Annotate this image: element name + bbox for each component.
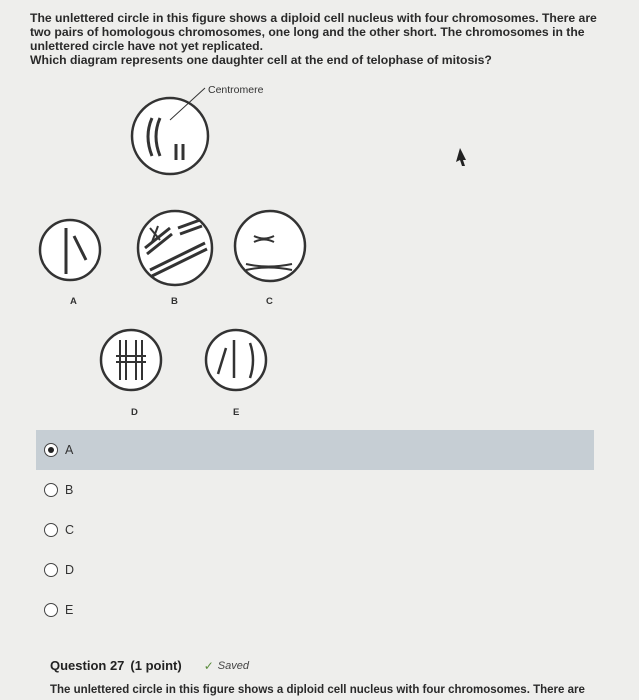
radio-c[interactable] bbox=[44, 523, 58, 537]
radio-a[interactable] bbox=[44, 443, 58, 457]
choice-c[interactable] bbox=[36, 510, 594, 550]
cell-b bbox=[138, 211, 212, 285]
next-question-points: (1 point) bbox=[130, 658, 182, 673]
label-c: C bbox=[266, 296, 273, 307]
choice-c-label: C bbox=[65, 523, 75, 537]
radio-b[interactable] bbox=[44, 483, 58, 497]
label-e: E bbox=[233, 407, 240, 418]
check-icon: ✓ bbox=[203, 658, 214, 673]
choice-d-label: D bbox=[65, 563, 75, 577]
next-question-text: The unlettered circle in this figure shows a diploid cell nucleus with four chromosomes. There are bbox=[50, 684, 585, 696]
cursor-icon bbox=[456, 148, 466, 166]
answer-choices bbox=[36, 430, 594, 630]
label-a: A bbox=[70, 296, 77, 307]
question-text-line1: The unlettered circle in this figure shows a diploid cell nucleus with four chromosomes. There are bbox=[30, 11, 597, 25]
mitosis-figure bbox=[0, 78, 639, 423]
label-d: D bbox=[131, 407, 138, 418]
label-b: B bbox=[171, 296, 178, 307]
question-prompt bbox=[30, 11, 610, 67]
question-text-line3: unlettered circle have not yet replicated. bbox=[30, 39, 263, 53]
cell-d bbox=[101, 330, 161, 390]
centromere-label: Centromere bbox=[208, 84, 264, 96]
choice-d[interactable] bbox=[36, 550, 594, 590]
choice-e-label: E bbox=[65, 603, 74, 617]
question-text-line4: Which diagram represents one daughter cell at the end of telophase of mitosis? bbox=[30, 53, 492, 67]
radio-e[interactable] bbox=[44, 603, 58, 617]
choice-e[interactable] bbox=[36, 590, 594, 630]
cell-a bbox=[40, 220, 100, 280]
choice-a-label: A bbox=[65, 443, 74, 457]
radio-d[interactable] bbox=[44, 563, 58, 577]
choice-a[interactable] bbox=[36, 430, 594, 470]
choice-b-label: B bbox=[65, 483, 74, 497]
cell-c bbox=[235, 211, 305, 281]
saved-status bbox=[204, 659, 249, 673]
next-question-title: Question 27 bbox=[50, 658, 125, 673]
saved-text: Saved bbox=[217, 659, 249, 672]
question-text-line2: two pairs of homologous chromosomes, one long and the other short. The chromosomes in the bbox=[30, 25, 585, 39]
cell-e bbox=[206, 330, 266, 390]
next-question-header bbox=[50, 658, 249, 673]
parent-cell-circle bbox=[132, 88, 208, 174]
choice-b[interactable] bbox=[36, 470, 594, 510]
figure-drawing bbox=[0, 78, 639, 423]
